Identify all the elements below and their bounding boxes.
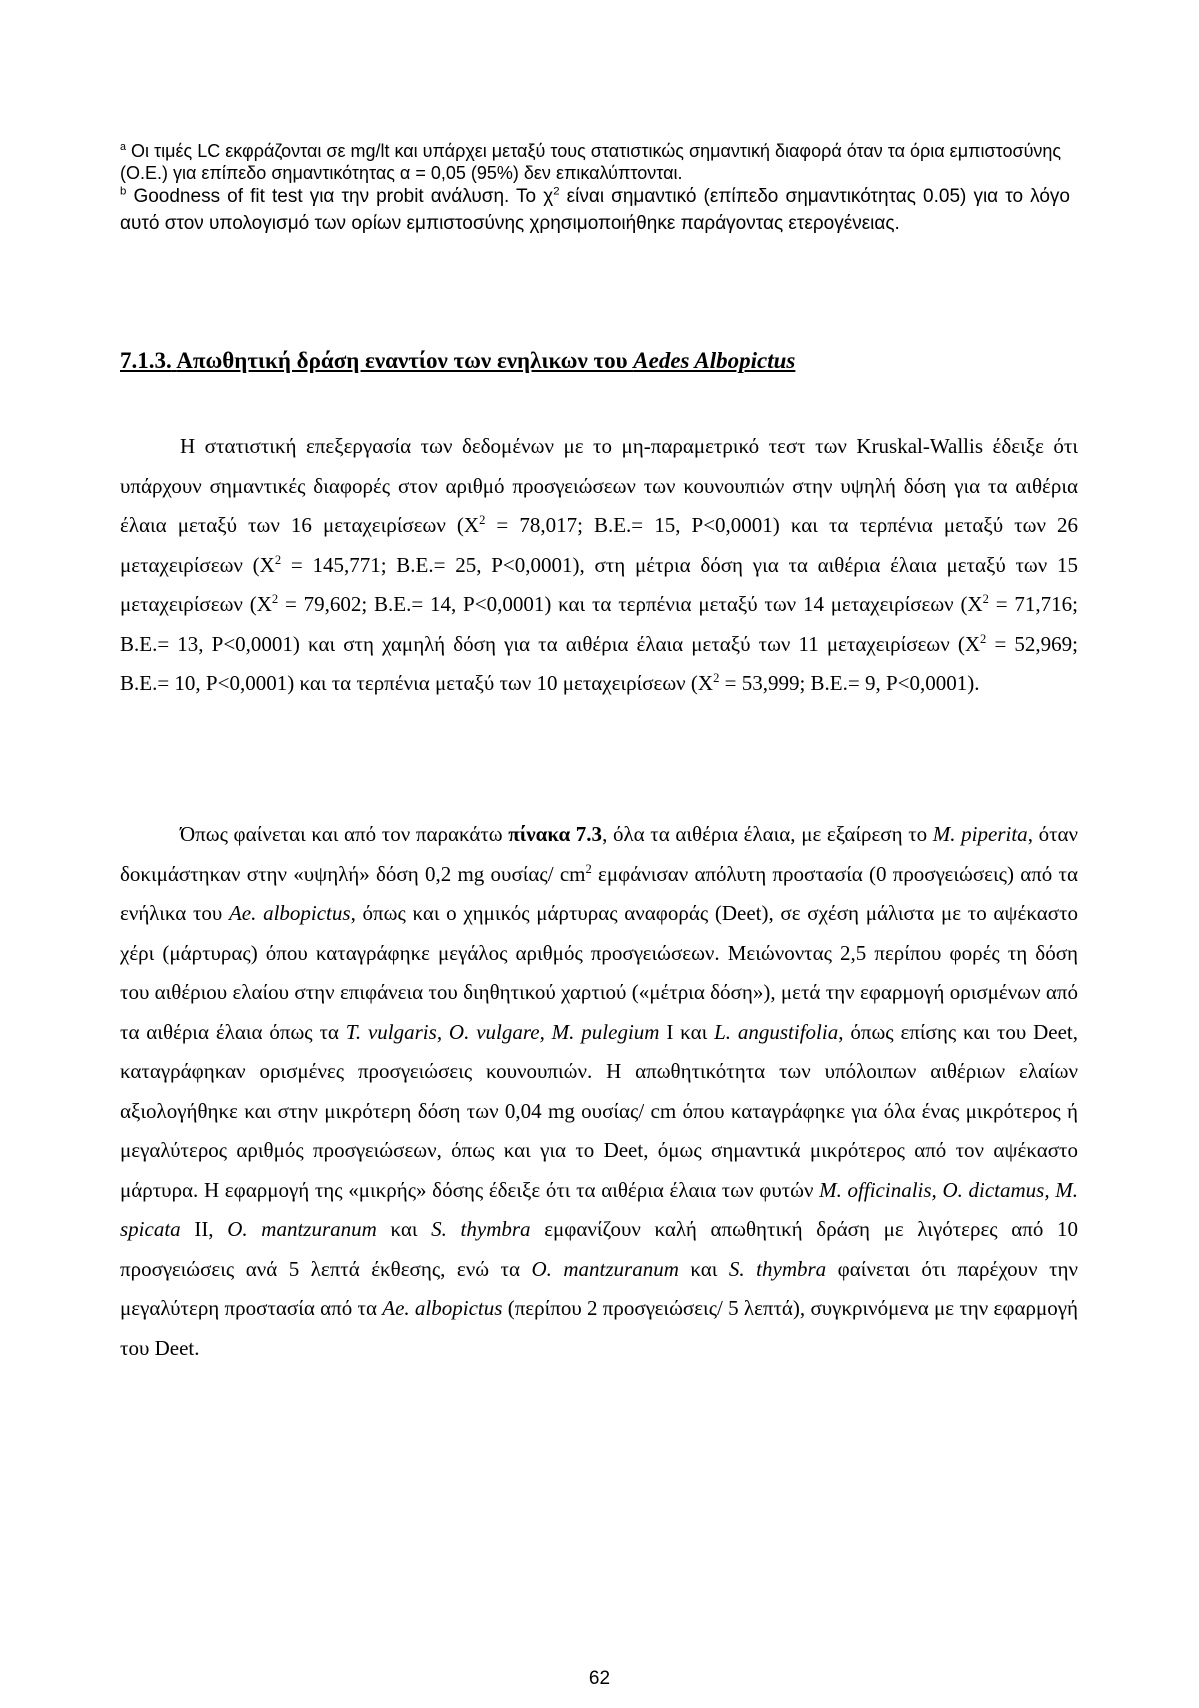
p2-table-ref: πίνακα 7.3	[508, 822, 603, 846]
footnote-a-text: Οι τιμές LC εκφράζονται σε mg/lt και υπάρχει μεταξύ τους στατιστικώς σημαντική διαφορά όταν τα όρια εμπιστοσύνης (Ο.Ε.) για επίπεδο σημαντικότητας α = 0,05 (95%) δεν επικαλύπτονται.	[120, 141, 1062, 183]
p2-s5: , όταν δοκιμάστηκαν στην «υψηλή» δόση 0,2 mg ουσίας/ cm	[120, 822, 1079, 886]
p2-s5-sup: 2	[585, 861, 592, 876]
p1-text-7: = 53,999; Β.Ε.= 9, P<0,0001).	[719, 671, 980, 695]
p2-s12: , όπως επίσης και του Deet, καταγράφηκαν ορισμένες προσγειώσεις κουνουπιών. Η απωθητικότητα των υπόλοιπων αιθέριων ελαίων αξιολογήθηκε και στην μικρότερη δόση των 0,04 mg ουσίας/ cm όπου καταγράφηκε για όλα ένας μικρότερος ή μεγαλύτερος αριθμός προσγειώσεων, όπως και για το Deet, όμως σημαντικά μικρότερος από τον αψέκαστο μάρτυρα. Η εφαρμογή της «μικρής» δόσης έδειξε ότι τα αιθέρια έλαια των φυτών	[120, 1019, 1078, 1202]
p2-s14: II,	[180, 1217, 228, 1241]
p2-s7: Ae. albopictus	[228, 901, 351, 925]
p2-s10: Ι και	[659, 1019, 715, 1044]
p2-s11: L. angustifolia	[714, 1019, 839, 1044]
p2-s17: S. thymbra	[431, 1217, 531, 1241]
footnote-b-sup: 2	[553, 185, 560, 198]
footnote-b-text-1: Goodness of fit test για την probit ανάλυση. Το χ	[133, 186, 554, 207]
section-heading	[120, 348, 795, 374]
p1-sup-3: 2	[271, 592, 279, 606]
page-number: 62	[588, 1668, 611, 1689]
section-number: 7.1.3.	[120, 348, 172, 373]
p2-s9: T. vulgaris, O. vulgare, M. pulegium	[345, 1019, 660, 1044]
footnote-b-marker: b	[120, 185, 127, 198]
p2-s3: , όλα τα αιθέρια έλαια, με εξαίρεση το	[602, 822, 933, 846]
p1-sup-4: 2	[982, 592, 989, 606]
p2-s15: O. mantzuranum	[227, 1217, 377, 1241]
section-title: Απωθητική δράση εναντίον των ενηλικων του	[176, 348, 628, 373]
p1-text-3: = 145,771; Β.Ε.= 25, P<0,0001), στη μέτρια δόση για τα αιθέρια έλαια μεταξύ των 15 μεταχειρίσεων (Χ	[120, 552, 1078, 616]
p2-s19: O. mantzuranum	[531, 1256, 679, 1281]
p2-s13: M. officinalis, O. dictamus, M. spicata	[120, 1177, 1078, 1241]
footnote-b-text-2: είναι σημαντικό (επίπεδο σημαντικότητας 0.05) για το λόγο αυτό στον υπολογισμό των ορίων εμπιστοσύνης χρησιμοποιήθηκε παράγοντας ετερογένειας.	[120, 186, 1070, 234]
p1-sup-2: 2	[274, 552, 282, 567]
footnote-a	[120, 140, 1070, 184]
p1-text-6: = 52,969; Β.Ε.= 10, P<0,0001) και τα τερπένια μεταξύ των 10 μεταχειρίσεων (Χ	[120, 631, 1078, 695]
paragraph-statistics	[120, 427, 1078, 704]
p2-s22: φαίνεται ότι παρέχουν την μεγαλύτερη προστασία από τα	[120, 1256, 1078, 1320]
p2-s23: Ae. albopictus	[382, 1296, 503, 1320]
p1-sup-5: 2	[980, 631, 987, 646]
p2-s6: εμφάνισαν απόλυτη προστασία (0 προσγειώσεις) από τα ενήλικα του	[120, 861, 1078, 925]
paragraph-results	[120, 815, 1078, 1368]
p1-text-2: = 78,017; Β.Ε.= 15, P<0,0001) και τα τερπένια μεταξύ των 26 μεταχειρίσεων (Χ	[120, 513, 1078, 577]
p2-s21: S. thymbra	[728, 1256, 827, 1281]
p2-s20: και	[678, 1256, 729, 1281]
footnote-a-marker: a	[120, 141, 127, 153]
p1-text-5: = 71,716; Β.Ε.= 13, P<0,0001) και στη χαμηλή δόση για τα αιθέρια έλαια μεταξύ των 11 μεταχειρίσεων (Χ	[120, 592, 1078, 656]
p2-s18: εμφανίζουν καλή απωθητική δράση με λιγότερες από 10 προσγειώσεις ανά 5 λεπτά έκθεσης, ενώ τα	[120, 1217, 1078, 1281]
p2-s1: Όπως φαίνεται και από τον παρακάτω	[180, 822, 509, 846]
p2-s8: , όπως και ο χημικός μάρτυρας αναφοράς (Deet), σε σχέση μάλιστα με το αψέκαστο χέρι (μάρτυρας) όπου καταγράφηκε μεγάλος αριθμός προσγειώσεων. Μειώνοντας 2,5 περίπου φορές τη δόση του αιθέριου ελαίου στην επιφάνεια του διηθητικού χαρτιού («μέτρια δόση»), μετά την εφαρμογή ορισμένων από τα αιθέρια έλαια όπως τα	[120, 901, 1079, 1044]
p2-s4: M. piperita	[932, 822, 1028, 846]
p1-text-4: = 79,602; Β.Ε.= 14, P<0,0001) και τα τερπένια μεταξύ των 14 μεταχειρίσεων (Χ	[278, 592, 983, 616]
p1-sup-6: 2	[713, 671, 720, 685]
p2-s24: (περίπου 2 προσγειώσεις/ 5 λεπτά), συγκρινόμενα με την εφαρμογή του Deet.	[120, 1296, 1078, 1360]
p2-s16: και	[376, 1217, 432, 1241]
footnote-b	[120, 183, 1070, 237]
p1-text-1: Η στατιστική επεξεργασία των δεδομένων με το μη-παραμετρικό τεστ των Kruskal-Wallis έδειξε ότι υπάρχουν σημαντικές διαφορές στον αριθμό προσγειώσεων των κουνουπιών στην υψηλή δόση για τα αιθέρια έλαια μεταξύ των 16 μεταχειρίσεων (Χ	[120, 434, 1078, 537]
section-species: Aedes Albopictus	[633, 348, 796, 373]
p1-sup-1: 2	[479, 513, 486, 527]
